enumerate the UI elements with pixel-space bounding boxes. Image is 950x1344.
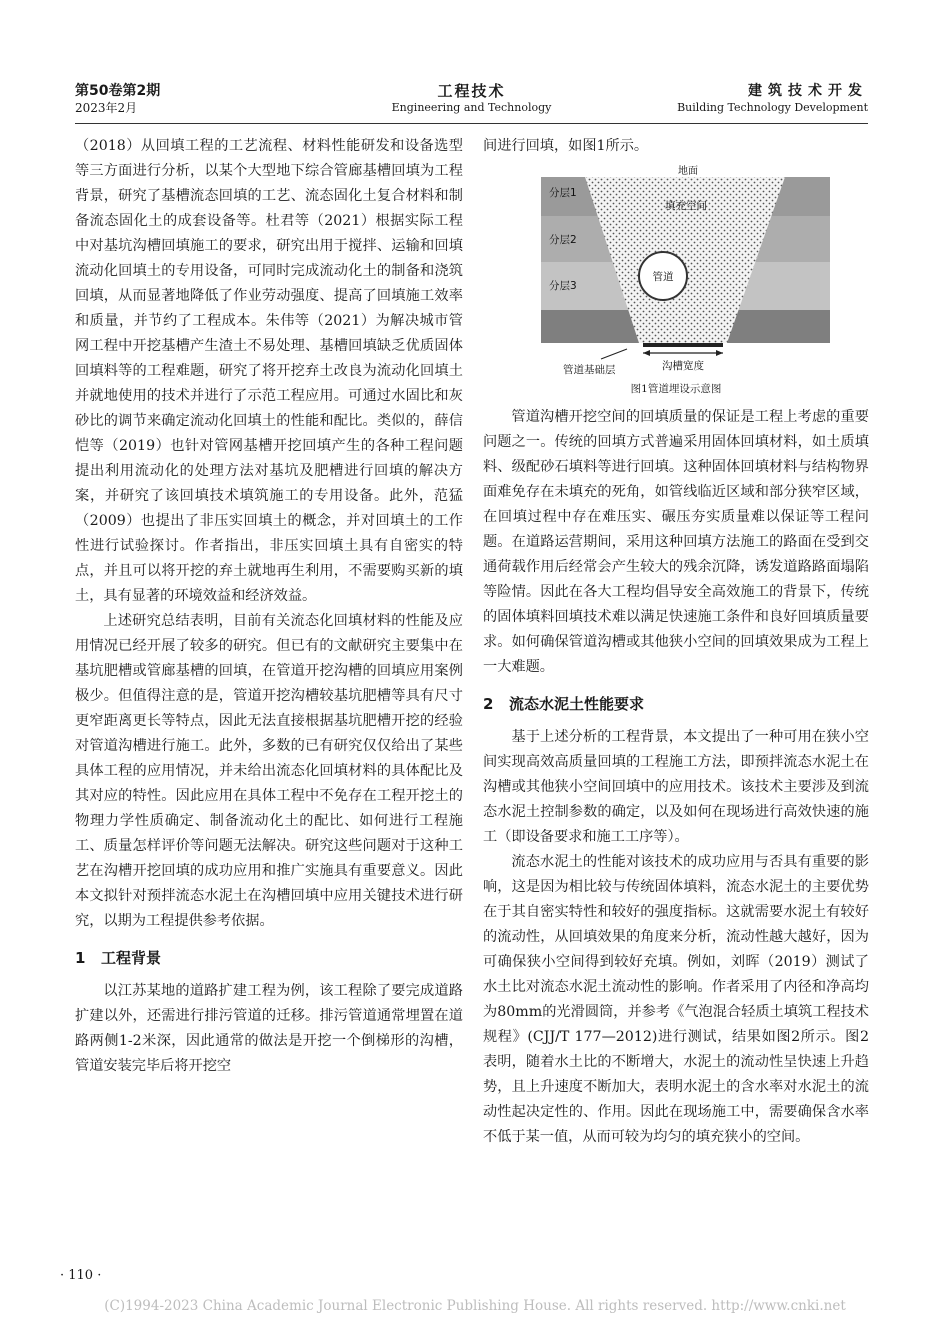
section-title-en: Building Technology Development (677, 101, 868, 114)
journal-title-cn: 工程技术 (437, 82, 506, 100)
base-leader-line (601, 349, 627, 359)
section-number: 2 (483, 695, 494, 713)
section-title: 流态水泥土性能要求 (509, 695, 645, 713)
section-title-cn: 建筑技术开发 (748, 83, 868, 99)
header-right (677, 82, 868, 116)
section-number: 1 (75, 949, 86, 967)
paragraph: （2018）从回填工程的工艺流程、材料性能研发和设备选型等三方面进行分析，以某个大型地下综合管廊基槽回填为工程背景，研究了基槽流态回填的工艺、流态固化土复合材料和制备流态固化土的成套设备等。杜君等（2021）根据实际工程中对基坑沟槽回填施工的要求，研究出用于搅拌、运输和回填流动化回填土的专用设备，可同时完成流动化土的制备和浇筑回填，从而显著地降低了作业劳动强度、提高了回填施工效率和质量，并节约了工程成本。朱伟等（2021）为解决城市管网工程中开挖基槽产生渣土不易处理、基槽回填缺乏优质固体回填料等的工程难题，研究了将开挖弃土改良为流动化回填土并就地使用的技术并进行了示范工程应用。可通过水固比和灰砂比的调节来确定流动化回填土的性能和配比。类似的，薛信恺等（2019）也针对管网基槽开挖回填产生的各种工程问题提出利用流动化的处理方法对基坑及肥槽进行回填的解决方案，并研究了该回填技术填筑施工的专用设备。此外，范猛（2009）也提出了非压实回填土的概念，并对回填土的工作性进行试验探讨。作者指出，非压实回填土具有自密实的特点，并且可以将开挖的弃土就地再生利用，不需要购买新的填土，具有显著的环境效益和经济效益。 (75, 138, 463, 604)
label-layer-2: 分层2 (549, 234, 577, 246)
right-column (483, 134, 869, 1150)
arrow-right-icon (716, 350, 723, 356)
label-ground: 地面 (678, 166, 698, 177)
paragraph: 管道沟槽开挖空间的回填质量的保证是工程上考虑的重要问题之一。传统的回填方式普遍采用固体回填材料，如土质填料、级配砂石填料等进行回填。这种固体回填材料与结构物界面难免存在未填充的死角，如管线临近区域和部分狭窄区域，在回填过程中存在难压实、碾压夯实质量难以保证等工程问题。在道路运营期间，采用这种回填方法施工的路面在受到交通荷载作用后经常会产生较大的残余沉降，诱发道路路面塌陷等险情。因此在各大工程均倡导安全高效施工的背景下，传统的固体填料回填技术难以满足快速施工条件和良好回填质量要求。如何确保管道沟槽或其他狭小空间的回填效果成为工程上一大难题。 (483, 409, 869, 675)
section-heading-2 (483, 693, 869, 715)
volume-issue: 第50卷第2期 (75, 83, 161, 99)
paragraph: 间进行回填，如图1所示。 (483, 138, 649, 154)
paragraph: 基于上述分析的工程背景，本文提出了一种可用在狭小空间实现高效高质量回填的工程施工方法，即预拌流态水泥土在沟槽或其他狭小空间回填中的应用技术。该技术主要涉及到流态水泥土控制参数的确定，以及如何在现场进行高效快速的施工（即设备要求和施工工序等）。 (483, 729, 869, 845)
paragraph: 上述研究总结表明，目前有关流态化回填材料的性能及应用情况已经开展了较多的研究。但已有的文献研究主要集中在基坑肥槽或管廊基槽的回填，在管道开挖沟槽的回填应用案例极少。但值得注意的是，管道开挖沟槽较基坑肥槽等具有尺寸更窄距离更长等特点，因此无法直接根据基坑肥槽开挖的经验对管道沟槽进行施工。此外，多数的已有研究仅仅给出了某些具体工程的应用情况，并未给出流态化回填材料的具体配比及其对应的特性。因此应用在具体工程中不免存在工程开挖土的物理力学性质确定、制备流动化土的配比、如何进行工程施工、质量怎样评价等问题无法解决。研究这些问题对于这种工艺在沟槽开挖回填的成功应用和推广实施具有重要意义。因此本文拟针对预拌流态水泥土在沟槽回填中应用关键技术进行研究，以期为工程提供参考依据。 (75, 613, 463, 929)
paragraph: 流态水泥土的性能对该技术的成功应用与否具有重要的影响，这是因为相比较与传统固体填料，流态水泥土的主要优势在于其自密实特性和较好的强度指标。这就需要水泥土有较好的流动性，从回填效果的角度来分析，流动性越大越好，因为可确保狭小空间得到较好充填。例如，刘晖（2019）测试了水土比对流态水泥土流动性的影响。作者采用了内径和净高均为80mm的光滑圆筒，并参考《气泡混合轻质土填筑工程技术规程》(CJJ/T 177—2012)进行测试，结果如图2所示。图2表明，随着水土比的不断增大，水泥土的流动性呈快速上升趋势，且上升速度不断加大，表明水泥土的含水率对水泥土的流动性起决定性的、作用。因此在现场施工中，需要确保含水率不低于某一值，从而可较为均匀的填充狭小的空间。 (483, 854, 869, 1145)
figure-caption: 图1管道埋设示意图 (630, 383, 722, 395)
left-column (75, 134, 463, 1079)
copyright-footer: (C)1994-2023 China Academic Journal Electronic Publishing House. All rights reserved. http://www.cnki.net (104, 1298, 846, 1314)
issue-date: 2023年2月 (75, 101, 138, 115)
trench-base (643, 343, 723, 347)
figure-1 (483, 163, 869, 385)
page-number: · 110 · (60, 1268, 102, 1283)
pipe-burial-diagram (483, 163, 869, 385)
paragraph: 以江苏某地的道路扩建工程为例，该工程除了要完成道路扩建以外，还需进行排污管道的迁移。排污管道通常埋置在道路两侧1-2米深，因此通常的做法是开挖一个倒梯形的沟槽，管道安装完毕后将开挖空 (75, 983, 463, 1074)
section-heading-1 (75, 947, 463, 969)
label-trench-width: 沟槽宽度 (662, 360, 704, 372)
label-pipe: 管道 (652, 271, 674, 283)
label-layer-3: 分层3 (549, 280, 577, 292)
section-title: 工程背景 (101, 949, 162, 967)
label-fill-space: 填充空间 (665, 200, 707, 212)
label-base-layer: 管道基础层 (563, 364, 616, 376)
journal-title-en: Engineering and Technology (391, 101, 552, 114)
header-rule (75, 123, 868, 124)
arrow-left-icon (643, 350, 650, 356)
label-layer-1: 分层1 (549, 187, 577, 199)
page-header (75, 82, 868, 122)
